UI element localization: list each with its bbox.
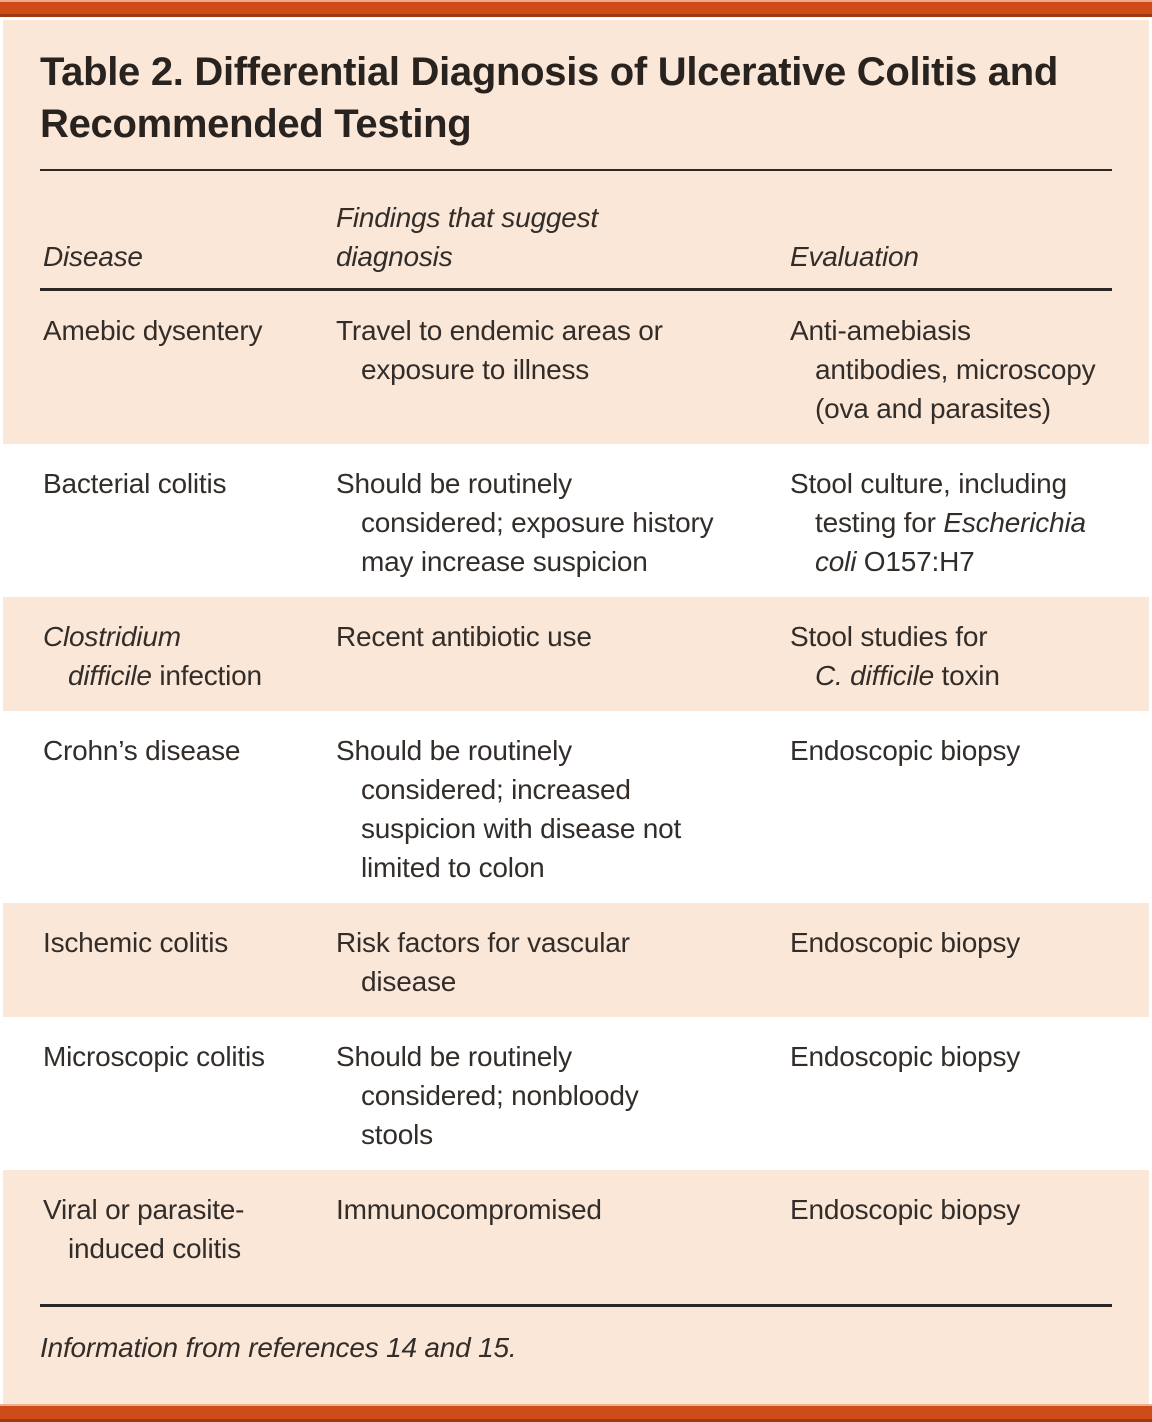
column-header-disease: Disease	[43, 241, 143, 272]
cell-findings: Should be routinely considered; increased suspicion with disease not limited to colon	[336, 735, 682, 883]
table-row-band	[3, 444, 1149, 597]
cell-evaluation: Anti-amebiasis antibodies, microscopy (ova and parasites)	[790, 315, 1096, 424]
table-title: Table 2. Differential Diagnosis of Ulcerative Colitis and Recommended Testing	[40, 50, 1058, 146]
cell-disease: Bacterial colitis	[43, 468, 227, 499]
cell-evaluation: Stool studies for C. difficile toxin	[790, 621, 1000, 691]
cell-evaluation: Endoscopic biopsy	[790, 1194, 1021, 1225]
cell-disease: Amebic dysentery	[43, 315, 263, 346]
table-row-band	[3, 1017, 1149, 1170]
table-row-bacterial-colitis	[3, 444, 1149, 597]
footer-spacer	[3, 1284, 1149, 1304]
cell-findings: Should be routinely considered; exposure history may increase suspicion	[336, 468, 714, 577]
cell-disease: Microscopic colitis	[43, 1041, 265, 1072]
table-row-ischemic-colitis	[3, 903, 1149, 1017]
table-footnote: Information from references 14 and 15.	[40, 1332, 517, 1363]
cell-disease: Crohn’s disease	[43, 735, 241, 766]
cell-evaluation: Endoscopic biopsy	[790, 735, 1021, 766]
column-header-evaluation: Evaluation	[790, 241, 919, 272]
table-row-band	[3, 711, 1149, 903]
table-row-amebic-dysentery	[3, 291, 1149, 444]
table-row-crohns-disease	[3, 711, 1149, 903]
table-row-microscopic-colitis	[3, 1017, 1149, 1170]
table-row-band	[3, 903, 1149, 1017]
cell-findings: Should be routinely considered; nonbloody stools	[336, 1041, 639, 1150]
table-content	[3, 20, 1149, 1404]
cell-evaluation: Stool culture, including testing for Escherichia coli O157:H7	[790, 468, 1086, 577]
table-row-c-difficile-infection	[3, 597, 1149, 711]
cell-disease: Ischemic colitis	[43, 927, 229, 958]
cell-evaluation: Endoscopic biopsy	[790, 1041, 1021, 1072]
cell-findings: Recent antibiotic use	[336, 621, 592, 652]
cell-findings: Immunocompromised	[336, 1194, 602, 1225]
column-header-findings: Findings that suggest diagnosis	[336, 202, 598, 272]
cell-evaluation: Endoscopic biopsy	[790, 927, 1021, 958]
top-accent-bar	[0, 0, 1152, 17]
bottom-accent-bar	[0, 1404, 1152, 1422]
table-header-section	[3, 20, 1149, 444]
column-header-row	[3, 171, 1149, 288]
table-footer-section	[3, 1170, 1149, 1404]
cell-disease: Viral or parasite- induced colitis	[43, 1194, 245, 1264]
cell-findings: Travel to endemic areas or exposure to illness	[336, 315, 663, 385]
table-row-band	[3, 597, 1149, 711]
cell-findings: Risk factors for vascular disease	[336, 927, 630, 997]
table-row-viral-or-parasite-induced-colitis	[3, 1170, 1149, 1284]
cell-disease: Clostridium difficile infection	[43, 621, 262, 691]
